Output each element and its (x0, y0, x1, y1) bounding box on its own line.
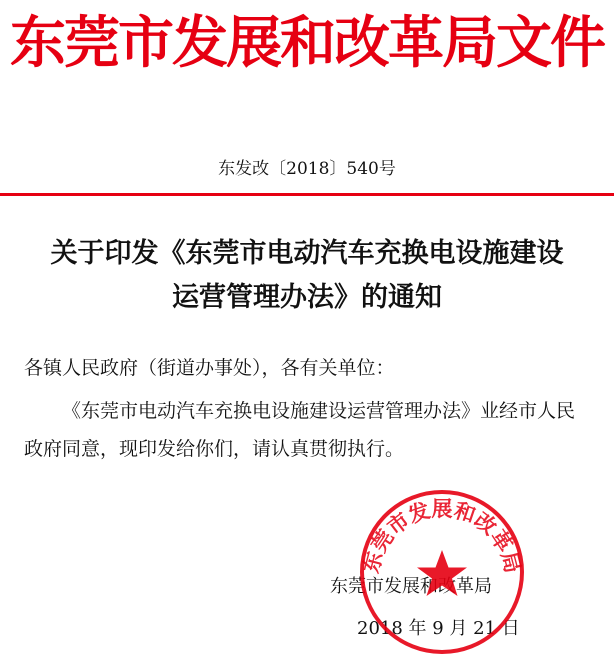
document-number: 东发改〔2018〕540号 (218, 159, 396, 179)
seal-text: 东莞市发展和改革局 (358, 496, 526, 576)
document-masthead: 东莞市发展和改革局文件 (10, 11, 604, 76)
document-title-line-2: 运营管理办法》的通知 (172, 282, 442, 313)
salutation: 各镇人民政府（街道办事处），各有关单位： (24, 357, 395, 379)
document-title (10, 232, 604, 320)
signature-date: 2018 年 9 月 21 日 (357, 618, 520, 639)
red-divider-rule (0, 193, 614, 196)
seal-star-icon (417, 550, 467, 596)
document-title-line-1: 关于印发《东莞市电动汽车充换电设施建设 (50, 238, 564, 269)
official-seal-stamp (358, 488, 526, 656)
signature-organization: 东莞市发展和改革局 (330, 576, 492, 597)
body-paragraph: 《东莞市电动汽车充换电设施建设运营管理办法》业经市人民政府同意，现印发给你们，请认真贯彻执行。 (24, 400, 576, 460)
